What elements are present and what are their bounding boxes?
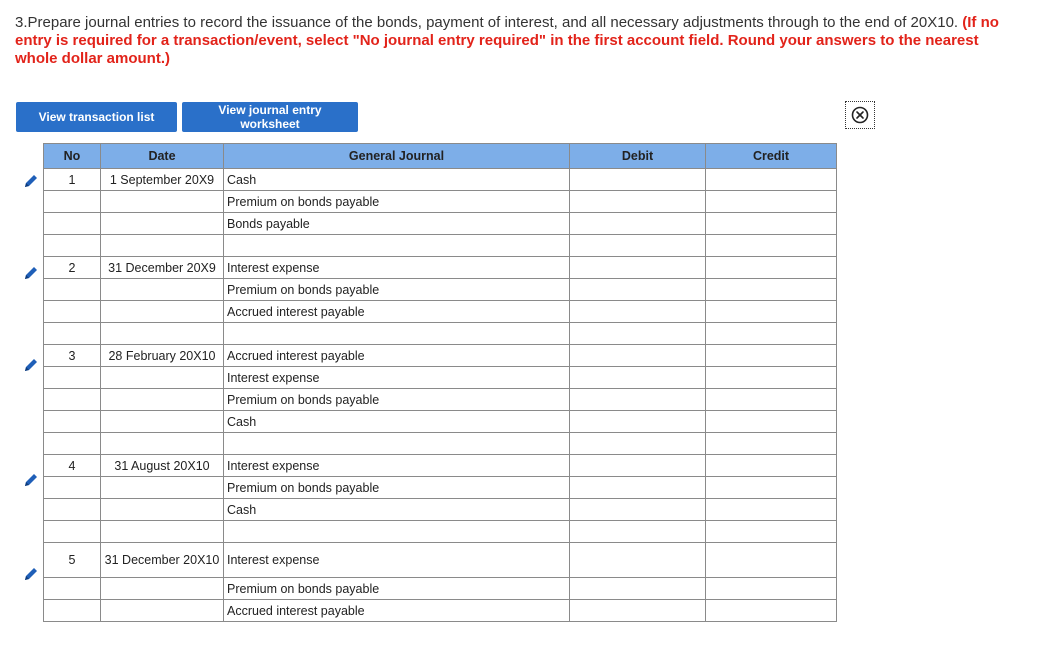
entry-date — [101, 323, 224, 345]
debit-cell[interactable] — [570, 521, 706, 543]
credit-cell[interactable] — [706, 213, 837, 235]
pencil-icon[interactable] — [22, 172, 40, 190]
account-cell[interactable] — [224, 235, 570, 257]
entry-no: 4 — [44, 455, 101, 477]
account-cell[interactable]: Bonds payable — [224, 213, 570, 235]
account-cell[interactable]: Accrued interest payable — [224, 345, 570, 367]
question-instruction: 3.Prepare journal entries to record the issuance of the bonds, payment of interest, and all necessary adjustments through to the end of 20X10. — [15, 14, 959, 31]
credit-cell[interactable] — [706, 235, 837, 257]
table-row — [44, 521, 837, 543]
entry-date — [101, 213, 224, 235]
table-row — [44, 411, 837, 433]
entry-date — [101, 411, 224, 433]
account-cell[interactable]: Premium on bonds payable — [224, 389, 570, 411]
account-cell[interactable]: Premium on bonds payable — [224, 279, 570, 301]
view-transaction-list-button[interactable]: View transaction list — [16, 102, 177, 132]
entry-no — [44, 499, 101, 521]
debit-cell[interactable] — [570, 301, 706, 323]
entry-no — [44, 235, 101, 257]
pencil-icon[interactable] — [22, 471, 40, 489]
entry-no — [44, 279, 101, 301]
debit-cell[interactable] — [570, 191, 706, 213]
table-row — [44, 455, 837, 477]
table-row — [44, 301, 837, 323]
debit-cell[interactable] — [570, 235, 706, 257]
entry-date — [101, 600, 224, 622]
close-button[interactable] — [845, 101, 875, 129]
debit-cell[interactable] — [570, 411, 706, 433]
entry-no — [44, 301, 101, 323]
debit-cell[interactable] — [570, 367, 706, 389]
table-row — [44, 367, 837, 389]
pencil-icon[interactable] — [22, 356, 40, 374]
debit-cell[interactable] — [570, 257, 706, 279]
entry-no — [44, 600, 101, 622]
account-cell[interactable]: Cash — [224, 499, 570, 521]
entry-no — [44, 433, 101, 455]
table-row — [44, 191, 837, 213]
credit-cell[interactable] — [706, 367, 837, 389]
entry-date — [101, 499, 224, 521]
table-row — [44, 345, 837, 367]
header-no: No — [44, 144, 101, 169]
question-text — [15, 14, 1015, 68]
credit-cell[interactable] — [706, 345, 837, 367]
credit-cell[interactable] — [706, 455, 837, 477]
table-row — [44, 499, 837, 521]
entry-no — [44, 367, 101, 389]
entry-no — [44, 477, 101, 499]
account-cell[interactable]: Interest expense — [224, 257, 570, 279]
entry-date — [101, 235, 224, 257]
pencil-icon[interactable] — [22, 264, 40, 282]
account-cell[interactable] — [224, 521, 570, 543]
credit-cell[interactable] — [706, 301, 837, 323]
entry-date — [101, 578, 224, 600]
table-row — [44, 323, 837, 345]
credit-cell[interactable] — [706, 578, 837, 600]
entry-date — [101, 191, 224, 213]
debit-cell[interactable] — [570, 345, 706, 367]
entry-date: 1 September 20X9 — [101, 169, 224, 191]
credit-cell[interactable] — [706, 279, 837, 301]
debit-cell[interactable] — [570, 543, 706, 578]
entry-date — [101, 279, 224, 301]
entry-no — [44, 578, 101, 600]
header-general-journal: General Journal — [224, 144, 570, 169]
general-journal-table — [43, 143, 837, 622]
entry-no: 1 — [44, 169, 101, 191]
debit-cell[interactable] — [570, 600, 706, 622]
debit-cell[interactable] — [570, 169, 706, 191]
account-cell[interactable] — [224, 433, 570, 455]
entry-no — [44, 389, 101, 411]
entry-no — [44, 411, 101, 433]
credit-cell[interactable] — [706, 389, 837, 411]
entry-date: 28 February 20X10 — [101, 345, 224, 367]
account-cell[interactable]: Premium on bonds payable — [224, 477, 570, 499]
table-row — [44, 279, 837, 301]
entry-no: 3 — [44, 345, 101, 367]
table-row — [44, 213, 837, 235]
entry-date — [101, 521, 224, 543]
debit-cell[interactable] — [570, 323, 706, 345]
entry-date: 31 December 20X10 — [101, 543, 224, 578]
entry-date — [101, 389, 224, 411]
debit-cell[interactable] — [570, 499, 706, 521]
account-cell[interactable]: Accrued interest payable — [224, 301, 570, 323]
debit-cell[interactable] — [570, 389, 706, 411]
entry-no — [44, 213, 101, 235]
debit-cell[interactable] — [570, 477, 706, 499]
credit-cell[interactable] — [706, 191, 837, 213]
credit-cell[interactable] — [706, 323, 837, 345]
table-row — [44, 578, 837, 600]
entry-no: 2 — [44, 257, 101, 279]
account-cell[interactable]: Cash — [224, 169, 570, 191]
debit-cell[interactable] — [570, 213, 706, 235]
account-cell[interactable]: Interest expense — [224, 367, 570, 389]
table-row — [44, 600, 837, 622]
credit-cell[interactable] — [706, 521, 837, 543]
table-row — [44, 433, 837, 455]
credit-cell[interactable] — [706, 169, 837, 191]
close-circle-icon — [851, 106, 869, 124]
entry-no — [44, 521, 101, 543]
account-cell[interactable]: Interest expense — [224, 543, 570, 578]
account-cell[interactable]: Accrued interest payable — [224, 600, 570, 622]
table-row — [44, 257, 837, 279]
table-row — [44, 477, 837, 499]
entry-no: 5 — [44, 543, 101, 578]
table-row — [44, 235, 837, 257]
entry-date: 31 August 20X10 — [101, 455, 224, 477]
credit-cell[interactable] — [706, 499, 837, 521]
credit-cell[interactable] — [706, 257, 837, 279]
credit-cell[interactable] — [706, 543, 837, 578]
header-credit: Credit — [706, 144, 837, 169]
entry-date — [101, 477, 224, 499]
credit-cell[interactable] — [706, 411, 837, 433]
credit-cell[interactable] — [706, 477, 837, 499]
credit-cell[interactable] — [706, 433, 837, 455]
pencil-icon[interactable] — [22, 565, 40, 583]
entry-date: 31 December 20X9 — [101, 257, 224, 279]
entry-date — [101, 433, 224, 455]
debit-cell[interactable] — [570, 279, 706, 301]
entry-date — [101, 367, 224, 389]
debit-cell[interactable] — [570, 455, 706, 477]
account-cell[interactable]: Cash — [224, 411, 570, 433]
entry-no — [44, 191, 101, 213]
account-cell[interactable]: Premium on bonds payable — [224, 191, 570, 213]
table-header-row — [44, 144, 837, 169]
credit-cell[interactable] — [706, 600, 837, 622]
account-cell[interactable]: Premium on bonds payable — [224, 578, 570, 600]
table-row — [44, 389, 837, 411]
account-cell[interactable] — [224, 323, 570, 345]
account-cell[interactable]: Interest expense — [224, 455, 570, 477]
table-row — [44, 543, 837, 578]
header-date: Date — [101, 144, 224, 169]
table-row — [44, 169, 837, 191]
debit-cell[interactable] — [570, 433, 706, 455]
entry-date — [101, 301, 224, 323]
entry-no — [44, 323, 101, 345]
view-journal-entry-worksheet-button[interactable]: View journal entry worksheet — [182, 102, 358, 132]
question-emphasis: (If no entry is required for a transaction/event, select "No journal entry required" in the first account field. Round your answers to the nearest whole dollar amount.) — [15, 14, 999, 67]
debit-cell[interactable] — [570, 578, 706, 600]
header-debit: Debit — [570, 144, 706, 169]
